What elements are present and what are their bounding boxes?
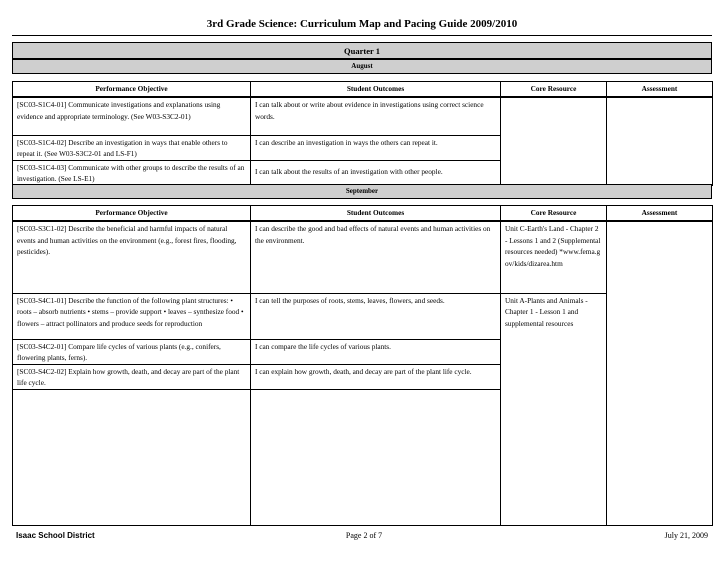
header-student-outcomes: Student Outcomes: [251, 206, 501, 222]
page-title: 3rd Grade Science: Curriculum Map and Pacing Guide 2009/2010: [206, 18, 518, 30]
september-table: [12, 205, 713, 526]
september-banner: September: [12, 184, 712, 199]
quarter-banner: Quarter 1: [12, 42, 712, 59]
outcome-cell: I can tell the purposes of roots, stems, leaves, flowers, and seeds.: [251, 293, 501, 339]
objective-cell: [SC03-S1C4-01] Communicate investigations and explanations using evidence and appropriate terminology. (See W03-S3C2-01): [13, 97, 251, 135]
header-performance-objective: Performance Objective: [13, 82, 251, 98]
outcome-cell: I can describe the good and bad effects of natural events and human activities on the environment.: [251, 221, 501, 293]
core-resource-cell: Unit A-Plants and Animals - Chapter 1 - Lesson 1 and supplemental resources: [501, 293, 607, 525]
outcome-cell: I can compare the life cycles of various plants.: [251, 339, 501, 364]
august-table: [12, 81, 713, 186]
objective-cell: [13, 389, 251, 525]
header-core-resource: Core Resource: [501, 206, 607, 222]
footer-page-number: Page 2 of 7: [345, 531, 383, 540]
objective-cell: [SC03-S3C1-02] Describe the beneficial and harmful impacts of natural events and human activities on the environment (e.g., forest fires, flooding, pesticides).: [13, 221, 251, 293]
august-header-row: [13, 82, 713, 98]
assessment-cell: [607, 97, 713, 185]
outcome-cell: I can talk about or write about evidence in investigations using correct science words.: [251, 97, 501, 135]
outcome-cell: [251, 389, 501, 525]
header-assessment: Assessment: [607, 206, 713, 222]
title-rule: [12, 35, 712, 36]
assessment-cell: [607, 221, 713, 525]
header-core-resource: Core Resource: [501, 82, 607, 98]
table-row: [13, 97, 713, 135]
footer-district: Isaac School District: [16, 531, 95, 540]
outcome-cell: I can describe an investigation in ways the others can repeat it.: [251, 135, 501, 160]
august-banner: August: [12, 59, 712, 74]
header-assessment: Assessment: [607, 82, 713, 98]
footer-date: July 21, 2009: [664, 531, 708, 540]
header-performance-objective: Performance Objective: [13, 206, 251, 222]
core-resource-cell: Unit C-Earth's Land - Chapter 2 - Lessons 1 and 2 (Supplemental resources needed) *www.fema.gov/kids/dizarea.htm: [501, 221, 607, 293]
september-header-row: [13, 206, 713, 222]
outcome-cell: I can explain how growth, death, and decay are part of the plant life cycle.: [251, 364, 501, 389]
objective-cell: [SC03-S4C1-01] Describe the function of the following plant structures: • roots – absorb nutrients • stems – provide support • leaves – synthesize food • flowers – attract pollinators and produce seeds for reproduction: [13, 293, 251, 339]
table-row: [13, 221, 713, 293]
objective-cell: [SC03-S1C4-03] Communicate with other groups to describe the results of an investigation. (See LS-E1): [13, 160, 251, 185]
core-resource-cell: [501, 97, 607, 185]
header-student-outcomes: Student Outcomes: [251, 82, 501, 98]
objective-cell: [SC03-S1C4-02] Describe an investigation in ways that enable others to repeat it. (See W03-S3C2-01 and LS-F1): [13, 135, 251, 160]
objective-cell: [SC03-S4C2-02] Explain how growth, death, and decay are part of the plant life cycle.: [13, 364, 251, 389]
outcome-cell: I can talk about the results of an investigation with other people.: [251, 160, 501, 185]
objective-cell: [SC03-S4C2-01] Compare life cycles of various plants (e.g., conifers, flowering plants, ferns).: [13, 339, 251, 364]
